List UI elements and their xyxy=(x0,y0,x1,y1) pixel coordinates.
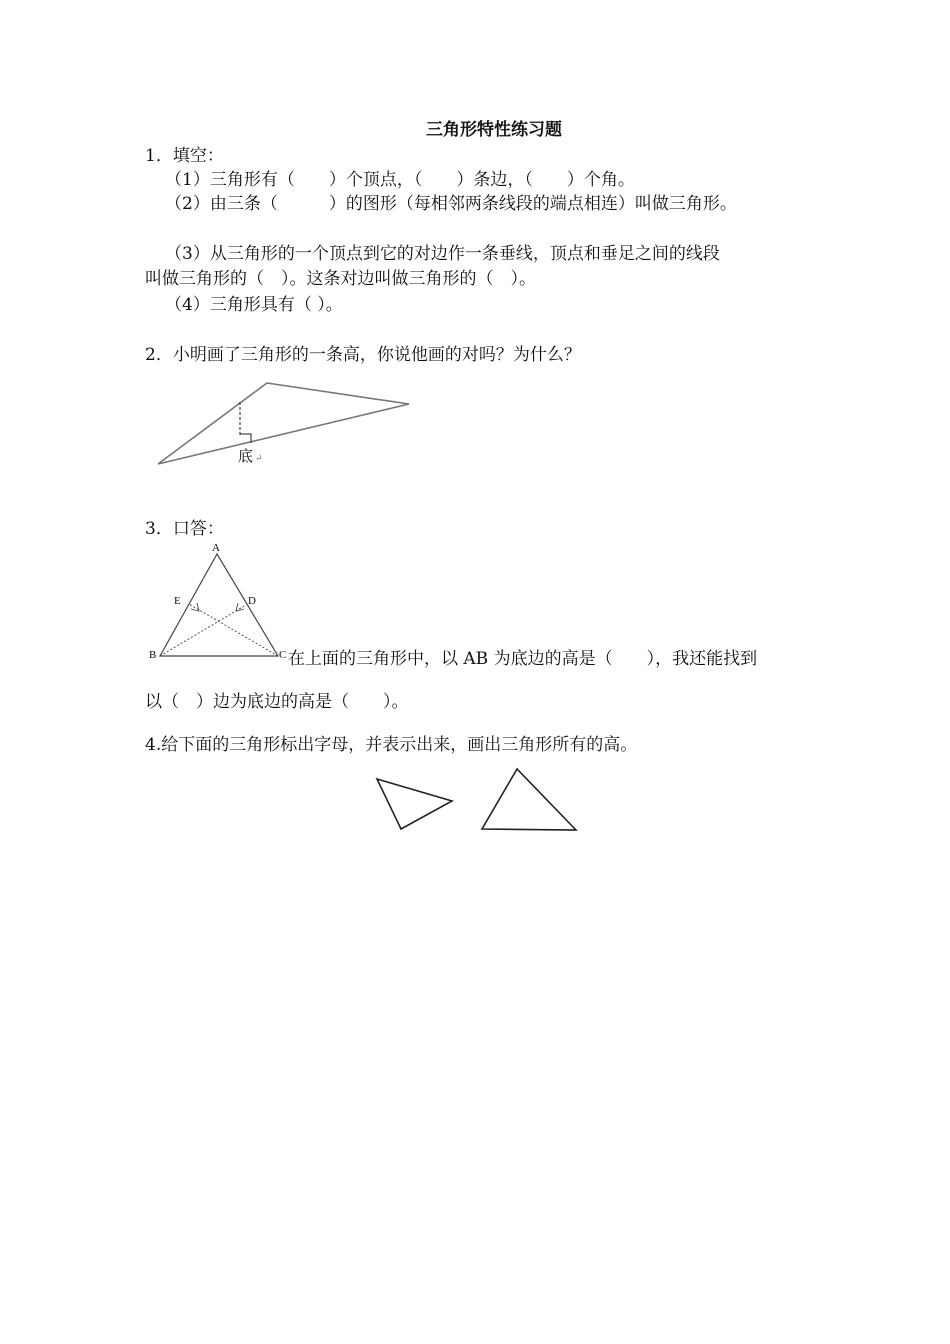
q3-label-d: D xyxy=(248,595,256,607)
q3-label-a: A xyxy=(212,542,220,554)
q2-triangle-figure xyxy=(145,372,435,477)
q3-height-ce-from-c xyxy=(189,604,278,656)
q1-heading: 1．填空： xyxy=(145,146,224,166)
q3-label-c: C xyxy=(279,649,287,661)
q3-text-line-2: 以（ ）边为底边的高是（ ）。 xyxy=(145,692,409,712)
q3-label-b: B xyxy=(149,649,157,661)
q4-triangle-left xyxy=(377,779,452,829)
q3-label-e: E xyxy=(174,595,181,607)
q3-heading: 3．口答： xyxy=(145,519,224,539)
q4-triangle-right xyxy=(482,769,576,830)
q2-base-label: 底 xyxy=(238,447,254,465)
q1-item-3-line-1: （3）从三角形的一个顶点到它的对边作一条垂线，顶点和垂足之间的线段 xyxy=(165,244,720,264)
q1-item-4: （4）三角形具有（ ）。 xyxy=(165,295,343,315)
q1-item-3-line-2: 叫做三角形的（ ）。这条对边叫做三角形的（ ）。 xyxy=(145,269,536,289)
q3-triangle-figure xyxy=(145,538,295,663)
q1-item-2: （2）由三条（ ）的图形（每相邻两条线段的端点相连）叫做三角形。 xyxy=(165,194,737,214)
q1-item-1: （1）三角形有（ ）个顶点，（ ）条边，（ ）个角。 xyxy=(165,170,635,190)
page-title: 三角形特性练习题 xyxy=(426,120,562,140)
q2-return-mark: ↵ xyxy=(255,454,263,464)
q2-heading: 2．小明画了三角形的一条高，你说他画的对吗？为什么？ xyxy=(145,345,581,365)
q3-height-cd-from-b xyxy=(160,605,246,656)
q3-text-line-1: 在上面的三角形中，以 AB 为底边的高是（ ），我还能找到 xyxy=(288,649,758,669)
q4-triangles-figure xyxy=(370,765,590,835)
q4-heading: 4.给下面的三角形标出字母，并表示出来，画出三角形所有的高。 xyxy=(145,735,638,755)
